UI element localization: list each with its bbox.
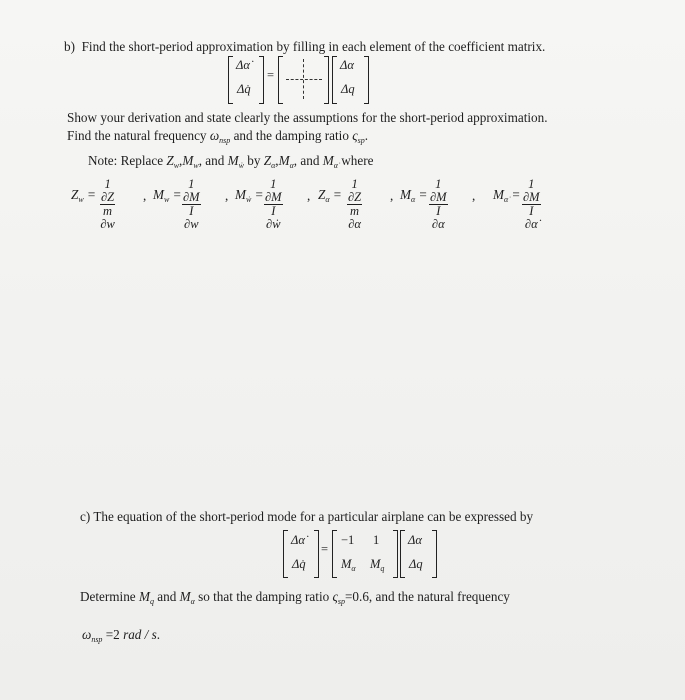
part-c-heading — [80, 509, 533, 525]
bracket-right — [324, 56, 329, 104]
part-b-prompt: Find the short-period approximation by filling in each element of the coefficient matrix. — [81, 39, 546, 54]
definition-fraction: $\frac{1 \partial M}{I \partial\alphȧ}$ — [523, 177, 540, 231]
instruction-line-1: Show your derivation and state clearly the assumptions for the short-period approximation. — [67, 110, 548, 125]
comma: , — [225, 188, 229, 203]
equals-sign: = — [321, 542, 329, 556]
matrix-blank-divider — [303, 59, 304, 99]
bracket-right — [432, 530, 437, 578]
part-b-matrix-equation — [228, 56, 378, 106]
definition-lhs: $M_{\alphȧ}$ = — [493, 187, 521, 204]
part-c-label: c) — [80, 509, 91, 524]
definition-lhs: $M_ẇ$ = — [235, 187, 264, 204]
coef-21: $M_\alpha$ — [341, 557, 356, 573]
instruction-line-2: Find the natural frequency $\omega_{nsp}$ and the damping ratio $\varsigma_{sp}$. — [67, 128, 368, 145]
determine-line: Determine $M_q$ and $M_\alpha$ so that the damping ratio $\varsigma_{sp}=0.6$, and the natural frequency — [80, 589, 510, 606]
omega-symbol: ω — [209, 128, 220, 143]
note-line: Note: Replace $Z_w,M_w$, and $M_ẇ$ by $Z_\alpha,M_\alpha$, and $M_{\alphȧ}$ where — [88, 153, 374, 170]
bracket-left — [332, 530, 337, 578]
lhs-alpha-dot: Δα̇ — [236, 58, 250, 72]
definition-lhs: $M_\alpha$ = — [400, 187, 428, 204]
bracket-right — [393, 530, 398, 578]
lhs-q-dot: Δq̇ — [292, 557, 306, 571]
definition-fraction: $\frac{1 \partial Z}{m \partial w}$ — [100, 177, 115, 231]
rhs-q: Δq — [409, 557, 423, 571]
comma: , — [390, 188, 394, 203]
lhs-q-dot: Δq̇ — [237, 82, 251, 96]
omega-value: =2 — [105, 627, 120, 642]
bracket-right — [364, 56, 369, 104]
rhs-q: Δq — [341, 82, 355, 96]
bracket-left — [278, 56, 283, 104]
units: rad / s — [123, 627, 157, 642]
coef-12: 1 — [373, 533, 380, 547]
part-b-heading — [64, 39, 545, 55]
equals-sign: = — [267, 68, 275, 82]
part-c-matrix-equation — [283, 530, 453, 580]
omega-line: $\omega_{nsp} =2$ rad / s. — [82, 627, 161, 644]
bracket-right — [259, 56, 264, 104]
zeta-value: =0.6 — [345, 589, 369, 604]
rhs-alpha: Δα — [340, 58, 354, 72]
part-b-label: b) — [64, 39, 75, 54]
zeta-symbol: ς — [352, 128, 358, 143]
definition-fraction: $\frac{1 \partial Z}{m \partial\alpha}$ — [348, 177, 362, 231]
definition-lhs: $M_w$ = — [153, 187, 182, 204]
bracket-left — [400, 530, 405, 578]
definition-fraction: $\frac{1 \partial M}{\text{I ∂ẇ}}$ — [265, 177, 282, 231]
coef-22: $M_q$ — [370, 557, 385, 573]
definition-fraction: $\frac{1 \partial M}{I \partial\alpha}$ — [430, 177, 447, 231]
definition-lhs: $Z_w$ = — [71, 187, 96, 204]
matrix-blank-divider — [286, 79, 322, 80]
comma: , — [472, 188, 476, 203]
bracket-left — [228, 56, 233, 104]
comma: , — [307, 188, 311, 203]
comma: , — [143, 188, 147, 203]
lhs-alpha-dot: Δα̇ — [291, 533, 305, 547]
bracket-right — [314, 530, 319, 578]
part-c-prompt: The equation of the short-period mode for a particular airplane can be expressed by — [93, 509, 534, 524]
rhs-alpha: Δα — [408, 533, 422, 547]
definition-lhs: $Z_\alpha$ = — [318, 187, 342, 204]
bracket-left — [283, 530, 288, 578]
coef-11: −1 — [341, 533, 355, 547]
bracket-left — [332, 56, 337, 104]
definition-fraction: $\frac{1 \partial M}{I \partial w}$ — [183, 177, 200, 231]
